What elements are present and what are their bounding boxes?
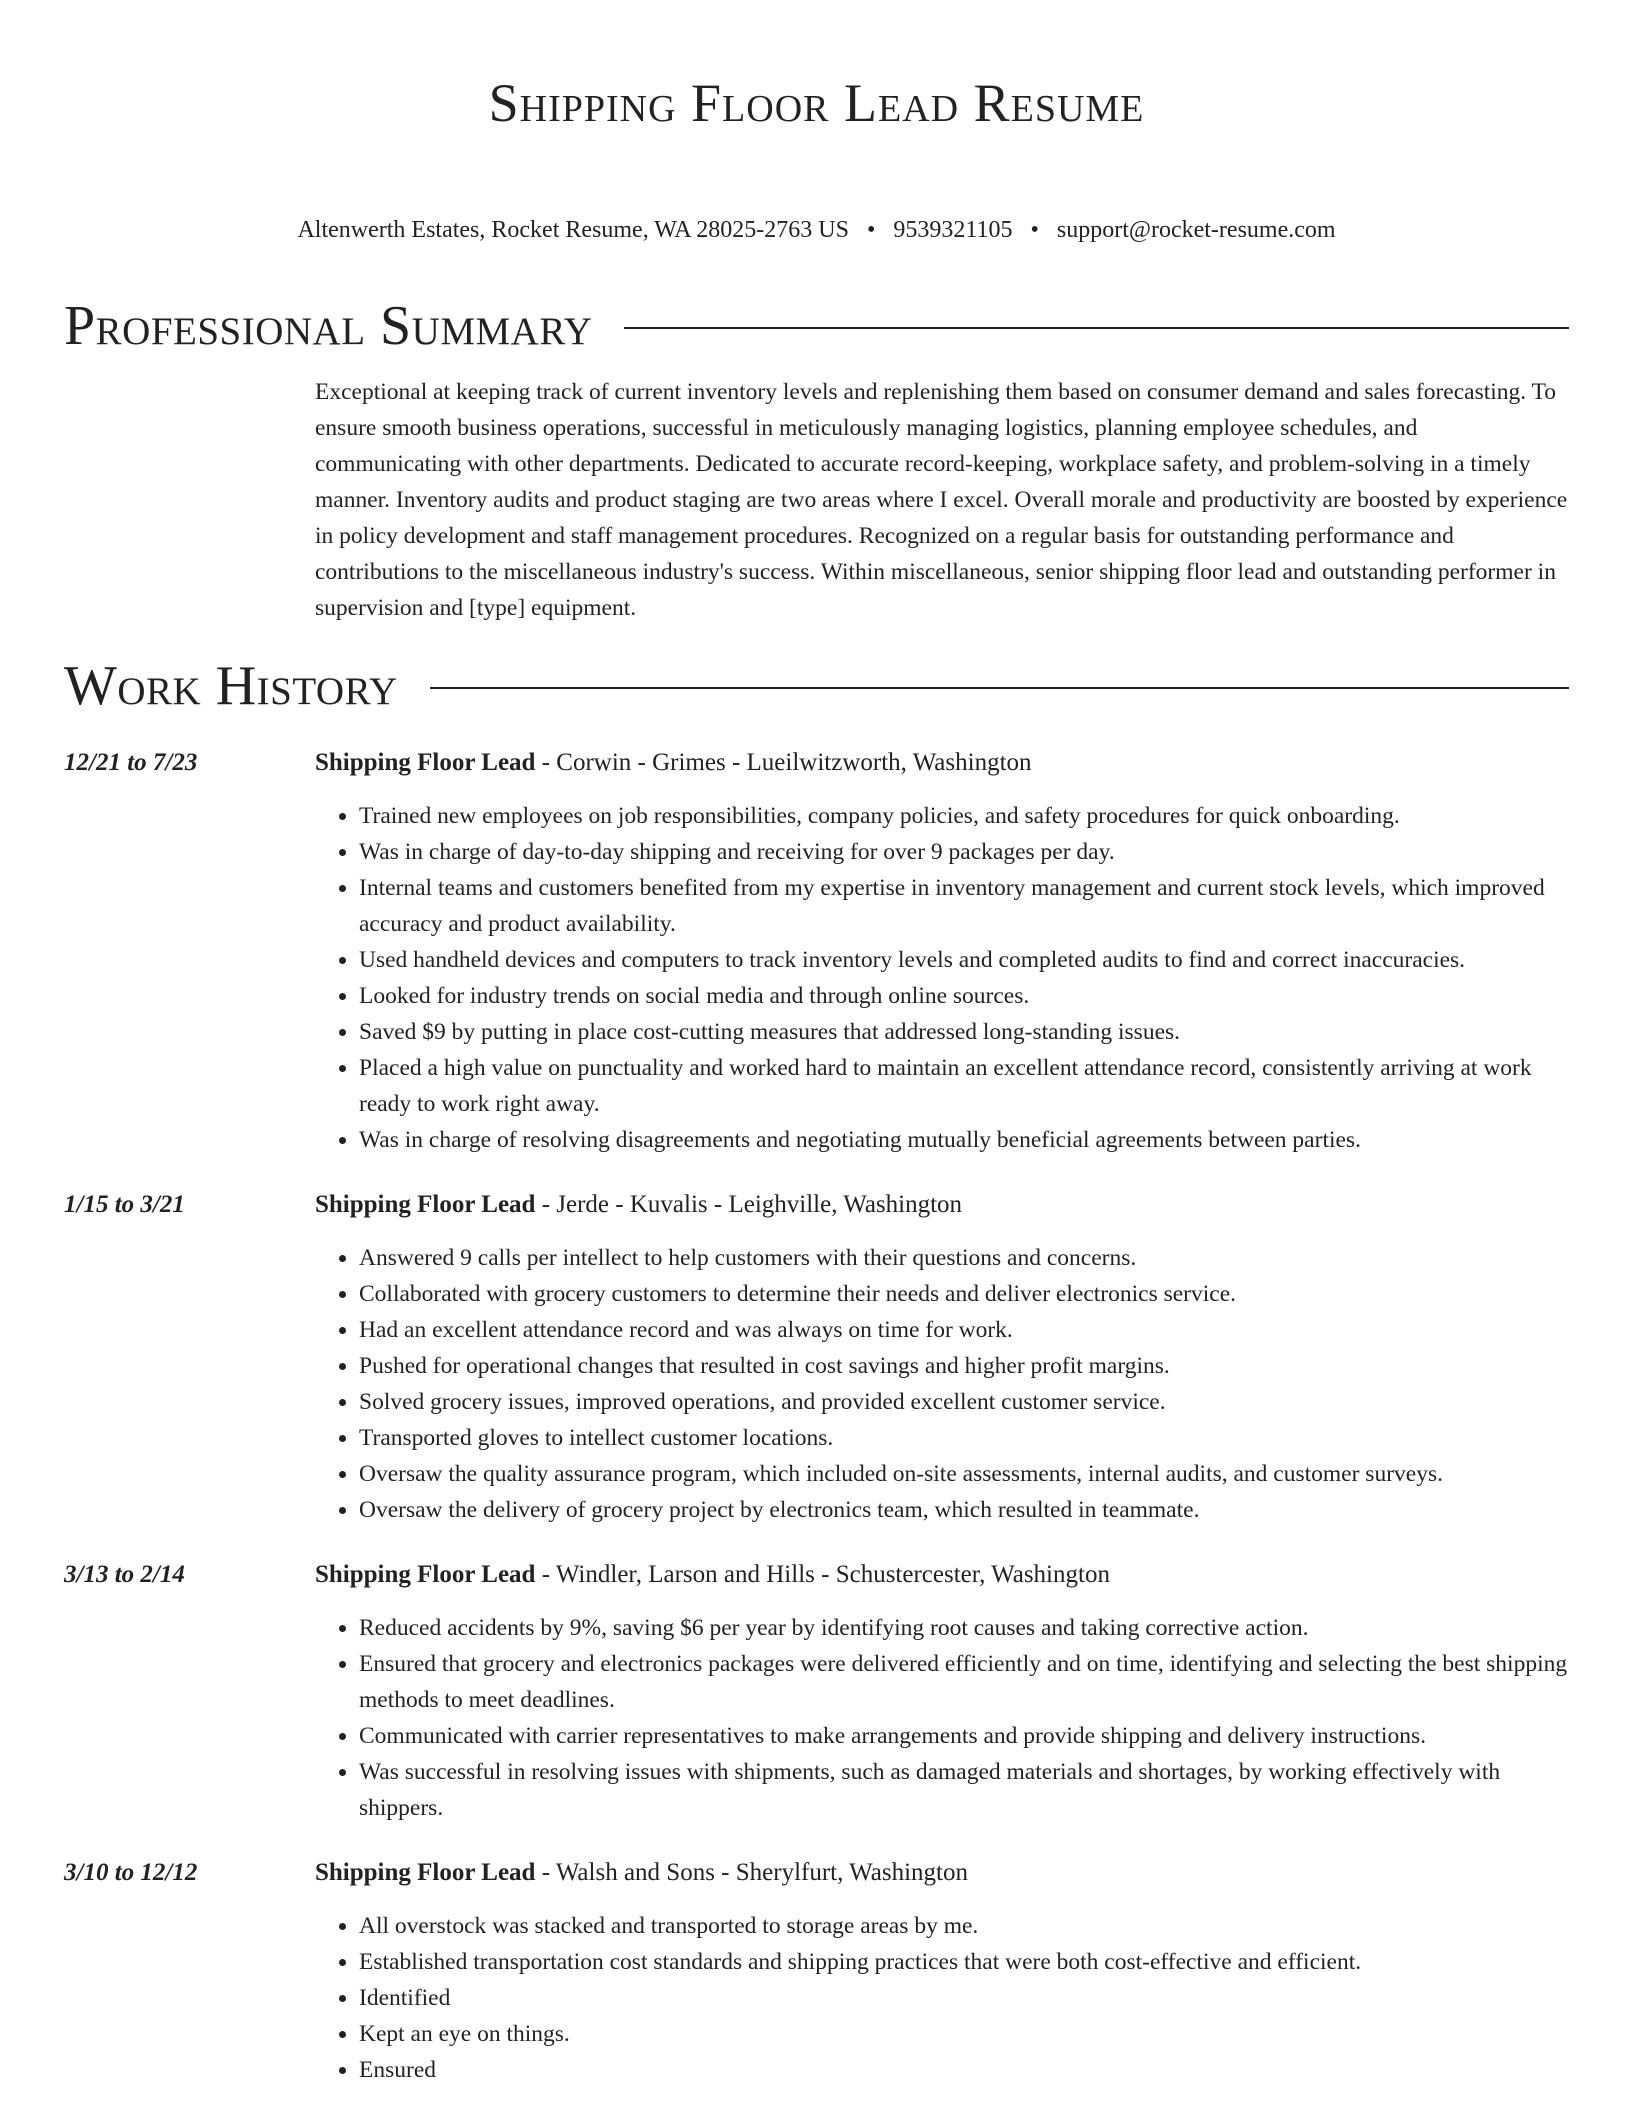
job-company-location: - Walsh and Sons - Sherylfurt, Washington xyxy=(535,1859,968,1886)
bullet-item: • Transported gloves to intellect customer locations. xyxy=(359,1420,1569,1456)
bullet-item: • All overstock was stacked and transported to storage areas by me. xyxy=(359,1908,1569,1944)
bullet-item: • Kept an eye on things. xyxy=(359,2016,1569,2052)
job-company-location: - Corwin - Grimes - Lueilwitzworth, Washington xyxy=(535,749,1032,776)
jobs-list xyxy=(64,746,1569,2088)
bullet-item: • Placed a high value on punctuality and worked hard to maintain an excellent attendance record, consistently arriving at work ready to work right away. xyxy=(359,1050,1569,1122)
bullet-item: • Had an excellent attendance record and was always on time for work. xyxy=(359,1312,1569,1348)
job-role: Shipping Floor Lead xyxy=(315,1561,536,1588)
section-rule xyxy=(430,687,1569,689)
job-dates: 12/21 to 7/23 xyxy=(64,749,198,776)
summary-section-header xyxy=(64,294,1569,358)
job-body xyxy=(315,746,1569,1158)
job-dates: 1/15 to 3/21 xyxy=(64,1191,185,1218)
bullet-item: • Saved $9 by putting in place cost-cutting measures that addressed long-standing issues. xyxy=(359,1014,1569,1050)
bullet-item: • Oversaw the delivery of grocery project by electronics team, which resulted in teammate. xyxy=(359,1492,1569,1528)
job-company-location: - Windler, Larson and Hills - Schustercester, Washington xyxy=(535,1561,1110,1588)
job-company-location: - Jerde - Kuvalis - Leighville, Washington xyxy=(535,1191,963,1218)
address: Altenwerth Estates, Rocket Resume, WA 28025-2763 US xyxy=(297,217,849,243)
job-header xyxy=(315,1558,1569,1592)
bullet-item: • Solved grocery issues, improved operations, and provided excellent customer service. xyxy=(359,1384,1569,1420)
bullet-item: • Established transportation cost standards and shipping practices that were both cost-effective and efficient. xyxy=(359,1944,1569,1980)
bullet-item: • Ensured xyxy=(359,2052,1569,2088)
separator-dot: • xyxy=(1030,217,1039,243)
bullet-item: • Oversaw the quality assurance program, which included on-site assessments, internal audits, and customer surveys. xyxy=(359,1456,1569,1492)
job-header xyxy=(315,1856,1569,1890)
job-bullets xyxy=(315,798,1569,1158)
job-role: Shipping Floor Lead xyxy=(315,1859,536,1886)
summary-text: Exceptional at keeping track of current inventory levels and replenishing them based on consumer demand and sales forecasting. To ensure smooth business operations, successful in meticulously managing logistics, planning employee schedules, and communicating with other departments. Dedicated to accurate record-keeping, workplace safety, and problem-solving in a timely manner. Inventory audits and product staging are two areas where I excel. Overall morale and productivity are boosted by experience in policy development and staff management procedures. Recognized on a regular basis for outstanding performance and contributions to the miscellaneous industry's success. Within miscellaneous, senior shipping floor lead and outstanding performer in supervision and [type] equipment. xyxy=(315,379,1568,621)
bullet-item: • Ensured that grocery and electronics packages were delivered efficiently and on time, identifying and selecting the best shipping methods to meet deadlines. xyxy=(359,1646,1569,1718)
job-role: Shipping Floor Lead xyxy=(315,1191,536,1218)
bullet-item: • Communicated with carrier representatives to make arrangements and provide shipping and delivery instructions. xyxy=(359,1718,1569,1754)
job-role: Shipping Floor Lead xyxy=(315,749,536,776)
bullet-item: • Was in charge of resolving disagreements and negotiating mutually beneficial agreements between parties. xyxy=(359,1122,1569,1158)
section-title-work-history: Work History xyxy=(64,655,398,717)
bullet-item: • Used handheld devices and computers to track inventory levels and completed audits to find and correct inaccuracies. xyxy=(359,942,1569,978)
bullet-item: • Collaborated with grocery customers to determine their needs and deliver electronics service. xyxy=(359,1276,1569,1312)
contact-line xyxy=(64,214,1569,246)
job-body xyxy=(315,1558,1569,1826)
bullet-item: • Internal teams and customers benefited from my expertise in inventory management and current stock levels, which improved accuracy and product availability. xyxy=(359,870,1569,942)
bullet-item: • Was successful in resolving issues with shipments, such as damaged materials and shortages, by working effectively with shippers. xyxy=(359,1754,1569,1826)
job-entry xyxy=(64,746,1569,1158)
job-entry xyxy=(64,1188,1569,1528)
bullet-item: • Answered 9 calls per intellect to help customers with their questions and concerns. xyxy=(359,1240,1569,1276)
job-dates: 3/13 to 2/14 xyxy=(64,1561,185,1588)
email: support@rocket-resume.com xyxy=(1056,217,1336,243)
work-history-section-header xyxy=(64,654,1569,718)
section-title-summary: Professional Summary xyxy=(64,295,593,357)
job-bullets xyxy=(315,1240,1569,1528)
job-entry xyxy=(64,1558,1569,1826)
bullet-item: • Trained new employees on job responsibilities, company policies, and safety procedures for quick onboarding. xyxy=(359,798,1569,834)
separator-dot: • xyxy=(866,217,876,243)
job-header xyxy=(315,1188,1569,1222)
bullet-item: • Was in charge of day-to-day shipping and receiving for over 9 packages per day. xyxy=(359,834,1569,870)
job-bullets xyxy=(315,1610,1569,1826)
bullet-item: • Looked for industry trends on social media and through online sources. xyxy=(359,978,1569,1014)
job-dates: 3/10 to 12/12 xyxy=(64,1859,198,1886)
bullet-item: • Pushed for operational changes that resulted in cost savings and higher profit margins. xyxy=(359,1348,1569,1384)
job-body xyxy=(315,1188,1569,1528)
job-bullets xyxy=(315,1908,1569,2088)
page-title: Shipping Floor Lead Resume xyxy=(488,73,1145,133)
job-entry xyxy=(64,1856,1569,2088)
job-header xyxy=(315,746,1569,780)
bullet-item: • Identified xyxy=(359,1980,1569,2016)
job-body xyxy=(315,1856,1569,2088)
phone: 9539321105 xyxy=(893,217,1013,243)
section-rule xyxy=(624,327,1569,329)
bullet-item: • Reduced accidents by 9%, saving $6 per year by identifying root causes and taking corrective action. xyxy=(359,1610,1569,1646)
